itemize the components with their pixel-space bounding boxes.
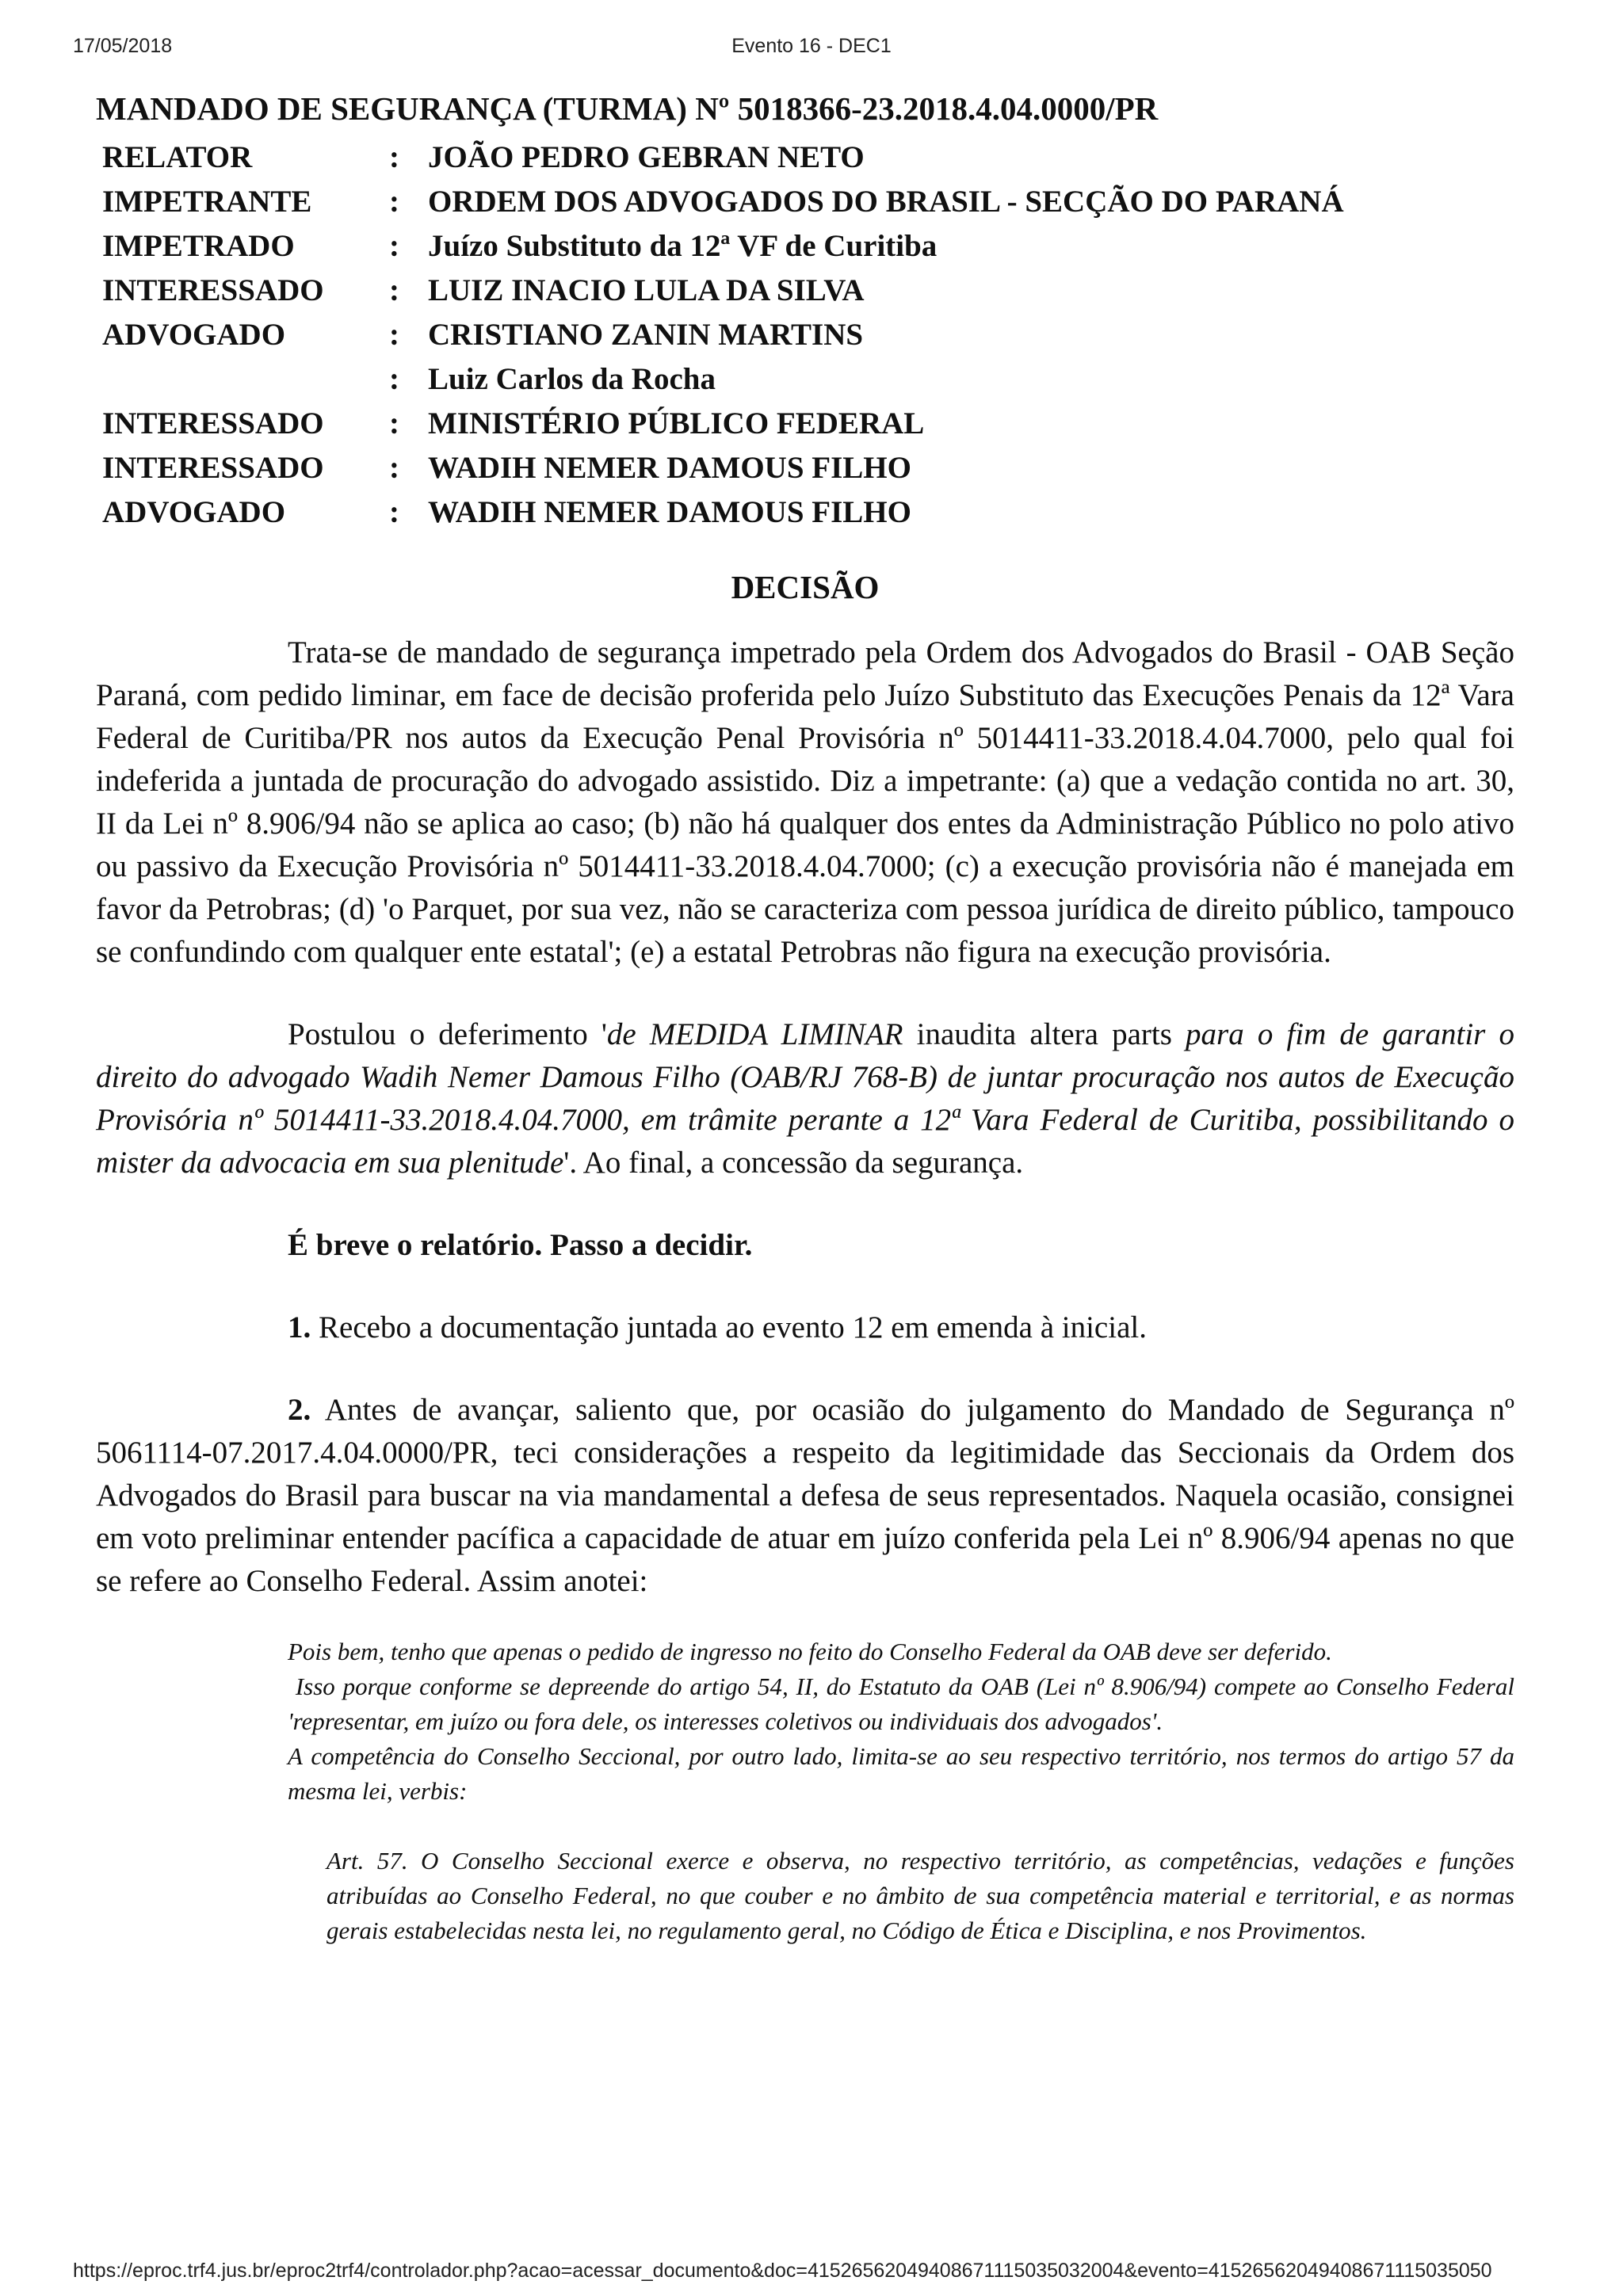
- party-separator: :: [389, 273, 399, 308]
- text-run-italic: para o fim de garantir o direito do advogado Wadih Nemer Damous Filho (OAB/RJ 768-B) de juntar procuração nos autos de Execução Provisória nº 5014411-33.2018.4.04.7000, em trâmite perante a 12ª Vara Federal de Curitiba, possibilitando o mister da advocacia em sua plenitude: [96, 1017, 1514, 1180]
- party-separator: :: [389, 406, 399, 441]
- party-name: WADIH NEMER DAMOUS FILHO: [428, 451, 911, 486]
- party-row: [96, 446, 1514, 490]
- paragraph-item-2: [96, 1389, 1514, 1603]
- party-row: [96, 269, 1514, 313]
- party-role: ADVOGADO: [102, 495, 286, 530]
- party-row: [96, 357, 1514, 402]
- document-body: [96, 89, 1521, 1948]
- parties-table: [96, 135, 1514, 535]
- party-name: WADIH NEMER DAMOUS FILHO: [428, 495, 911, 530]
- text-run: inaudita altera parts: [903, 1017, 1186, 1052]
- party-row: [96, 224, 1514, 269]
- party-role: IMPETRANTE: [102, 185, 312, 219]
- party-name: JOÃO PEDRO GEBRAN NETO: [428, 140, 865, 175]
- paragraph-item-1: [96, 1306, 1514, 1349]
- party-row: [96, 135, 1514, 180]
- party-separator: :: [389, 229, 399, 264]
- party-name: LUIZ INACIO LULA DA SILVA: [428, 273, 865, 308]
- party-name: Juízo Substituto da 12ª VF de Curitiba: [428, 229, 938, 264]
- party-role: INTERESSADO: [102, 273, 324, 308]
- footer-url: https://eproc.trf4.jus.br/eproc2trf4/controlador.php?acao=acessar_documento&doc=41526562049408671115035032004&evento=41526562049408671115035050: [73, 2260, 1492, 2282]
- paragraph-brief-report: É breve o relatório. Passo a decidir.: [288, 1228, 753, 1263]
- party-role: RELATOR: [102, 140, 253, 175]
- block-quote: [288, 1634, 1521, 1809]
- quote-line: A competência do Conselho Seccional, por outro lado, limita-se ao seu respectivo território, nos termos do artigo 57 da mesma lei, verbis:: [288, 1742, 1514, 1806]
- party-role: IMPETRADO: [102, 229, 295, 264]
- party-separator: :: [389, 140, 399, 175]
- party-role: ADVOGADO: [102, 318, 286, 353]
- party-role: [96, 357, 389, 402]
- print-date: 17/05/2018: [73, 35, 173, 57]
- event-label: Evento 16 - DEC1: [731, 35, 892, 57]
- paragraph-report: Trata-se de mandado de segurança impetrado pela Ordem dos Advogados do Brasil - OAB Seção Paraná, com pedido liminar, em face de decisão proferida pelo Juízo Substituto das Execuções Penais da 12ª Vara Federal de Curitiba/PR nos autos da Execução Penal Provisória nº 5014411-33.2018.4.04.7000, pelo qual foi indeferida a juntada de procuração do advogado assistido. Diz a impetrante: (a) que a vedação contida no art. 30, II da Lei nº 8.906/94 não se aplica ao caso; (b) não há qualquer dos entes da Administração Público no polo ativo ou passivo da Execução Provisória nº 5014411-33.2018.4.04.7000; (c) a execução provisória não é manejada em favor da Petrobras; (d) 'o Parquet, por sua vez, não se caracteriza com pessoa jurídica de direito público, tampouco se confundindo com qualquer ente estatal'; (e) a estatal Petrobras não figura na execução provisória.: [96, 635, 1514, 970]
- party-name: CRISTIANO ZANIN MARTINS: [428, 318, 864, 353]
- case-title: MANDADO DE SEGURANÇA (TURMA) Nº 5018366-23.2018.4.04.0000/PR: [96, 90, 1159, 127]
- party-name: ORDEM DOS ADVOGADOS DO BRASIL - SECÇÃO DO PARANÁ: [428, 185, 1344, 219]
- party-separator: :: [389, 318, 399, 353]
- party-row: [96, 402, 1514, 446]
- party-separator: :: [389, 495, 399, 530]
- quote-line: Isso porque conforme se depreende do artigo 54, II, do Estatuto da OAB (Lei nº 8.906/94) compete ao Conselho Federal 'representar, em juízo ou fora dele, os interesses coletivos ou individuais dos advogados'.: [288, 1672, 1521, 1736]
- party-separator: :: [389, 451, 399, 486]
- nested-quote-article: Art. 57. O Conselho Seccional exerce e observa, no respectivo território, as competências, vedações e funções atribuídas ao Conselho Federal, no que couber e no âmbito de sua competência material e territorial, e as normas gerais estabelecidas nesta lei, no regulamento geral, no Código de Ética e Disciplina, e nos Provimentos.: [327, 1847, 1514, 1945]
- party-role: INTERESSADO: [102, 406, 324, 441]
- party-separator: :: [389, 185, 399, 219]
- item-number: 1.: [288, 1310, 311, 1345]
- text-run: Postulou o deferimento ': [288, 1017, 607, 1052]
- paragraph-request: [96, 1013, 1514, 1184]
- quote-line: Pois bem, tenho que apenas o pedido de ingresso no feito do Conselho Federal da OAB deve ser deferido.: [288, 1638, 1332, 1666]
- party-row: [96, 180, 1514, 224]
- party-name: Luiz Carlos da Rocha: [428, 362, 716, 397]
- item-text: Recebo a documentação juntada ao evento 12 em emenda à inicial.: [311, 1310, 1147, 1345]
- decision-heading: DECISÃO: [731, 569, 880, 606]
- party-role: INTERESSADO: [102, 451, 324, 486]
- party-row: [96, 313, 1514, 357]
- item-text: Antes de avançar, saliento que, por ocasião do julgamento do Mandado de Segurança nº 5061114-07.2017.4.04.0000/PR, teci considerações a respeito da legitimidade das Seccionais da Ordem dos Advogados do Brasil para buscar na via mandamental a defesa de seus representados. Naquela ocasião, consignei em voto preliminar entender pacífica a capacidade de atuar em juízo conferida pela Lei nº 8.906/94 apenas no que se refere ao Conselho Federal. Assim anotei:: [96, 1393, 1514, 1599]
- party-name: MINISTÉRIO PÚBLICO FEDERAL: [428, 406, 925, 441]
- item-number: 2.: [288, 1393, 311, 1428]
- text-run: '. Ao final, a concessão da segurança.: [563, 1146, 1024, 1180]
- party-separator: :: [389, 362, 399, 397]
- text-run-italic: de MEDIDA LIMINAR: [606, 1017, 903, 1052]
- party-row: [96, 490, 1514, 535]
